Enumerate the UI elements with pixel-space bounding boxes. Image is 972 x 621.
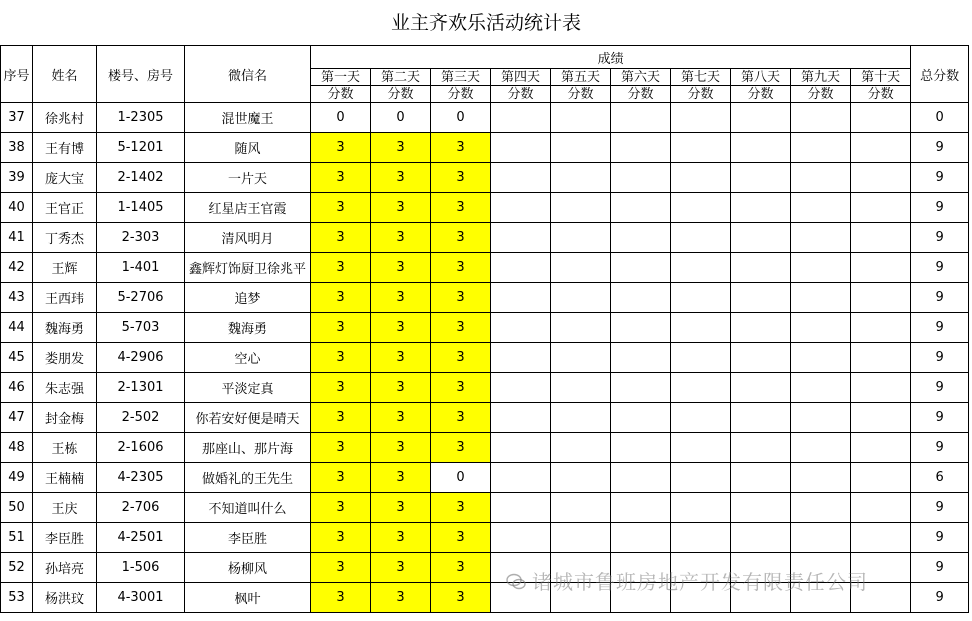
cell-day-8-score xyxy=(731,223,791,253)
cell-day-5-score xyxy=(551,403,611,433)
cell-day-3-score: 3 xyxy=(431,583,491,613)
cell-day-9-score xyxy=(791,403,851,433)
cell-wechat: 平淡定真 xyxy=(185,373,311,403)
header-seq: 序号 xyxy=(1,46,33,103)
cell-day-2-score: 3 xyxy=(371,253,431,283)
cell-day-4-score xyxy=(491,463,551,493)
table-row xyxy=(1,343,969,373)
cell-day-6-score xyxy=(611,433,671,463)
cell-day-8-score xyxy=(731,193,791,223)
cell-room: 1-506 xyxy=(97,553,185,583)
header-day-sub-3: 分数 xyxy=(431,86,491,103)
cell-day-3-score: 3 xyxy=(431,403,491,433)
cell-name: 王辉 xyxy=(33,253,97,283)
cell-day-5-score xyxy=(551,223,611,253)
cell-name: 王庆 xyxy=(33,493,97,523)
cell-day-1-score: 3 xyxy=(311,163,371,193)
cell-day-8-score xyxy=(731,523,791,553)
cell-day-10-score xyxy=(851,313,911,343)
header-day-7: 第七天 xyxy=(671,69,731,86)
cell-day-9-score xyxy=(791,133,851,163)
header-day-10: 第十天 xyxy=(851,69,911,86)
cell-total: 9 xyxy=(911,253,969,283)
cell-day-1-score: 3 xyxy=(311,553,371,583)
cell-day-1-score: 3 xyxy=(311,373,371,403)
cell-day-3-score: 3 xyxy=(431,373,491,403)
cell-name: 王楠楠 xyxy=(33,463,97,493)
header-day-8: 第八天 xyxy=(731,69,791,86)
cell-room: 2-1301 xyxy=(97,373,185,403)
cell-name: 魏海勇 xyxy=(33,313,97,343)
cell-name: 王有博 xyxy=(33,133,97,163)
cell-wechat: 红星店王官霞 xyxy=(185,193,311,223)
cell-day-10-score xyxy=(851,523,911,553)
cell-total: 0 xyxy=(911,103,969,133)
cell-total: 9 xyxy=(911,193,969,223)
cell-day-6-score xyxy=(611,103,671,133)
cell-wechat: 追梦 xyxy=(185,283,311,313)
cell-day-8-score xyxy=(731,493,791,523)
cell-wechat: 不知道叫什么 xyxy=(185,493,311,523)
cell-day-9-score xyxy=(791,223,851,253)
cell-day-1-score: 3 xyxy=(311,343,371,373)
cell-room: 2-1606 xyxy=(97,433,185,463)
cell-name: 孙培亮 xyxy=(33,553,97,583)
cell-day-10-score xyxy=(851,493,911,523)
cell-total: 9 xyxy=(911,373,969,403)
cell-room: 4-2305 xyxy=(97,463,185,493)
cell-name: 王栋 xyxy=(33,433,97,463)
cell-seq: 39 xyxy=(1,163,33,193)
cell-day-6-score xyxy=(611,463,671,493)
cell-day-4-score xyxy=(491,433,551,463)
header-day-4: 第四天 xyxy=(491,69,551,86)
cell-day-1-score: 3 xyxy=(311,403,371,433)
cell-total: 6 xyxy=(911,463,969,493)
header-day-1: 第一天 xyxy=(311,69,371,86)
cell-room: 5-1201 xyxy=(97,133,185,163)
cell-day-4-score xyxy=(491,223,551,253)
cell-room: 2-706 xyxy=(97,493,185,523)
cell-day-6-score xyxy=(611,283,671,313)
cell-day-8-score xyxy=(731,133,791,163)
cell-wechat: 你若安好便是晴天 xyxy=(185,403,311,433)
cell-room: 1-401 xyxy=(97,253,185,283)
cell-day-2-score: 3 xyxy=(371,373,431,403)
cell-day-6-score xyxy=(611,343,671,373)
cell-day-6-score xyxy=(611,493,671,523)
cell-room: 4-3001 xyxy=(97,583,185,613)
cell-total: 9 xyxy=(911,523,969,553)
table-row xyxy=(1,373,969,403)
company-watermark xyxy=(506,566,868,594)
cell-day-1-score: 0 xyxy=(311,103,371,133)
cell-day-7-score xyxy=(671,163,731,193)
cell-total: 9 xyxy=(911,133,969,163)
header-room: 楼号、房号 xyxy=(97,46,185,103)
cell-day-10-score xyxy=(851,283,911,313)
cell-room: 5-703 xyxy=(97,313,185,343)
cell-seq: 44 xyxy=(1,313,33,343)
cell-seq: 41 xyxy=(1,223,33,253)
cell-day-8-score xyxy=(731,433,791,463)
cell-day-10-score xyxy=(851,163,911,193)
cell-day-2-score: 3 xyxy=(371,463,431,493)
header-day-sub-5: 分数 xyxy=(551,86,611,103)
cell-day-5-score xyxy=(551,433,611,463)
table-row xyxy=(1,193,969,223)
cell-day-1-score: 3 xyxy=(311,463,371,493)
cell-seq: 48 xyxy=(1,433,33,463)
cell-total: 9 xyxy=(911,553,969,583)
cell-day-5-score xyxy=(551,313,611,343)
cell-day-8-score xyxy=(731,253,791,283)
cell-day-5-score xyxy=(551,343,611,373)
cell-day-9-score xyxy=(791,433,851,463)
cell-wechat: 做婚礼的王先生 xyxy=(185,463,311,493)
cell-day-7-score xyxy=(671,463,731,493)
cell-day-4-score xyxy=(491,163,551,193)
cell-day-9-score xyxy=(791,493,851,523)
header-day-6: 第六天 xyxy=(611,69,671,86)
cell-total: 9 xyxy=(911,493,969,523)
cell-day-7-score xyxy=(671,313,731,343)
cell-day-7-score xyxy=(671,343,731,373)
cell-day-10-score xyxy=(851,373,911,403)
cell-day-4-score xyxy=(491,523,551,553)
cell-day-7-score xyxy=(671,103,731,133)
cell-wechat: 枫叶 xyxy=(185,583,311,613)
cell-day-2-score: 3 xyxy=(371,553,431,583)
cell-day-4-score xyxy=(491,373,551,403)
cell-day-7-score xyxy=(671,253,731,283)
cell-day-7-score xyxy=(671,433,731,463)
cell-day-8-score xyxy=(731,163,791,193)
cell-day-5-score xyxy=(551,283,611,313)
cell-day-7-score xyxy=(671,283,731,313)
cell-day-2-score: 3 xyxy=(371,163,431,193)
cell-day-2-score: 3 xyxy=(371,493,431,523)
cell-seq: 38 xyxy=(1,133,33,163)
cell-day-9-score xyxy=(791,343,851,373)
table-row xyxy=(1,523,969,553)
cell-total: 9 xyxy=(911,163,969,193)
cell-seq: 37 xyxy=(1,103,33,133)
cell-name: 王西玮 xyxy=(33,283,97,313)
cell-day-9-score xyxy=(791,313,851,343)
cell-day-8-score xyxy=(731,403,791,433)
header-day-sub-9: 分数 xyxy=(791,86,851,103)
cell-seq: 50 xyxy=(1,493,33,523)
cell-day-3-score: 3 xyxy=(431,553,491,583)
cell-seq: 53 xyxy=(1,583,33,613)
cell-day-3-score: 3 xyxy=(431,223,491,253)
header-day-sub-1: 分数 xyxy=(311,86,371,103)
cell-seq: 47 xyxy=(1,403,33,433)
cell-wechat: 一片天 xyxy=(185,163,311,193)
cell-day-6-score xyxy=(611,373,671,403)
cell-day-2-score: 3 xyxy=(371,283,431,313)
cell-day-5-score xyxy=(551,133,611,163)
cell-day-8-score xyxy=(731,313,791,343)
cell-total: 9 xyxy=(911,403,969,433)
cell-day-9-score xyxy=(791,103,851,133)
cell-day-9-score xyxy=(791,283,851,313)
cell-room: 2-1402 xyxy=(97,163,185,193)
cell-day-2-score: 3 xyxy=(371,193,431,223)
table-row xyxy=(1,313,969,343)
wechat-icon xyxy=(506,573,526,591)
cell-day-10-score xyxy=(851,133,911,163)
cell-day-3-score: 0 xyxy=(431,463,491,493)
cell-day-3-score: 3 xyxy=(431,493,491,523)
header-total: 总分数 xyxy=(911,46,969,103)
cell-name: 封金梅 xyxy=(33,403,97,433)
cell-room: 1-1405 xyxy=(97,193,185,223)
cell-day-9-score xyxy=(791,523,851,553)
cell-day-1-score: 3 xyxy=(311,133,371,163)
cell-day-9-score xyxy=(791,193,851,223)
cell-day-6-score xyxy=(611,193,671,223)
cell-total: 9 xyxy=(911,313,969,343)
cell-day-7-score xyxy=(671,133,731,163)
cell-day-1-score: 3 xyxy=(311,253,371,283)
header-row-1 xyxy=(1,46,969,69)
table-row xyxy=(1,433,969,463)
cell-day-3-score: 3 xyxy=(431,523,491,553)
cell-day-8-score xyxy=(731,373,791,403)
cell-day-1-score: 3 xyxy=(311,583,371,613)
cell-day-3-score: 0 xyxy=(431,103,491,133)
cell-room: 1-2305 xyxy=(97,103,185,133)
cell-room: 5-2706 xyxy=(97,283,185,313)
header-day-sub-6: 分数 xyxy=(611,86,671,103)
cell-day-10-score xyxy=(851,433,911,463)
cell-total: 9 xyxy=(911,283,969,313)
cell-day-6-score xyxy=(611,223,671,253)
cell-day-3-score: 3 xyxy=(431,283,491,313)
cell-seq: 51 xyxy=(1,523,33,553)
cell-day-9-score xyxy=(791,253,851,283)
cell-day-2-score: 3 xyxy=(371,343,431,373)
statistics-table xyxy=(0,45,969,613)
cell-day-1-score: 3 xyxy=(311,223,371,253)
cell-day-7-score xyxy=(671,223,731,253)
cell-day-2-score: 3 xyxy=(371,403,431,433)
cell-wechat: 李臣胜 xyxy=(185,523,311,553)
cell-total: 9 xyxy=(911,433,969,463)
cell-wechat: 随风 xyxy=(185,133,311,163)
header-day-5: 第五天 xyxy=(551,69,611,86)
cell-seq: 52 xyxy=(1,553,33,583)
cell-day-5-score xyxy=(551,253,611,283)
cell-day-4-score xyxy=(491,193,551,223)
cell-day-3-score: 3 xyxy=(431,133,491,163)
cell-room: 4-2501 xyxy=(97,523,185,553)
cell-day-4-score xyxy=(491,493,551,523)
cell-day-2-score: 3 xyxy=(371,223,431,253)
cell-seq: 45 xyxy=(1,343,33,373)
cell-day-9-score xyxy=(791,163,851,193)
cell-name: 徐兆村 xyxy=(33,103,97,133)
cell-name: 庞大宝 xyxy=(33,163,97,193)
cell-day-2-score: 3 xyxy=(371,433,431,463)
cell-day-5-score xyxy=(551,373,611,403)
cell-day-6-score xyxy=(611,163,671,193)
page-title: 业主齐欢乐活动统计表 xyxy=(390,12,581,34)
cell-day-6-score xyxy=(611,403,671,433)
cell-day-3-score: 3 xyxy=(431,313,491,343)
cell-day-2-score: 3 xyxy=(371,583,431,613)
header-day-sub-2: 分数 xyxy=(371,86,431,103)
cell-day-10-score xyxy=(851,253,911,283)
cell-day-1-score: 3 xyxy=(311,193,371,223)
cell-day-10-score xyxy=(851,343,911,373)
table-row xyxy=(1,283,969,313)
cell-day-4-score xyxy=(491,403,551,433)
header-day-3: 第三天 xyxy=(431,69,491,86)
cell-total: 9 xyxy=(911,223,969,253)
cell-day-3-score: 3 xyxy=(431,343,491,373)
cell-room: 2-502 xyxy=(97,403,185,433)
cell-room: 2-303 xyxy=(97,223,185,253)
cell-seq: 43 xyxy=(1,283,33,313)
cell-day-4-score xyxy=(491,283,551,313)
table-row xyxy=(1,133,969,163)
cell-day-4-score xyxy=(491,313,551,343)
cell-wechat: 杨柳风 xyxy=(185,553,311,583)
cell-day-5-score xyxy=(551,463,611,493)
header-day-2: 第二天 xyxy=(371,69,431,86)
table-row xyxy=(1,403,969,433)
cell-total: 9 xyxy=(911,343,969,373)
cell-day-1-score: 3 xyxy=(311,523,371,553)
table-row xyxy=(1,163,969,193)
cell-day-3-score: 3 xyxy=(431,163,491,193)
cell-day-7-score xyxy=(671,373,731,403)
header-wechat: 微信名 xyxy=(185,46,311,103)
cell-day-4-score xyxy=(491,253,551,283)
cell-day-4-score xyxy=(491,103,551,133)
cell-wechat: 清风明月 xyxy=(185,223,311,253)
cell-day-7-score xyxy=(671,403,731,433)
header-day-sub-8: 分数 xyxy=(731,86,791,103)
cell-day-5-score xyxy=(551,103,611,133)
cell-day-10-score xyxy=(851,463,911,493)
cell-day-8-score xyxy=(731,283,791,313)
cell-day-1-score: 3 xyxy=(311,283,371,313)
cell-seq: 40 xyxy=(1,193,33,223)
header-day-sub-7: 分数 xyxy=(671,86,731,103)
cell-day-9-score xyxy=(791,463,851,493)
cell-day-2-score: 3 xyxy=(371,313,431,343)
cell-day-10-score xyxy=(851,103,911,133)
cell-day-1-score: 3 xyxy=(311,313,371,343)
cell-day-2-score: 0 xyxy=(371,103,431,133)
cell-day-10-score xyxy=(851,223,911,253)
cell-day-7-score xyxy=(671,493,731,523)
table-row xyxy=(1,493,969,523)
header-score: 成绩 xyxy=(311,46,911,69)
cell-wechat: 鑫辉灯饰厨卫徐兆平 xyxy=(185,253,311,283)
cell-wechat: 那座山、那片海 xyxy=(185,433,311,463)
cell-day-2-score: 3 xyxy=(371,133,431,163)
cell-room: 4-2906 xyxy=(97,343,185,373)
cell-day-6-score xyxy=(611,253,671,283)
cell-day-10-score xyxy=(851,193,911,223)
header-day-9: 第九天 xyxy=(791,69,851,86)
table-row xyxy=(1,103,969,133)
cell-day-6-score xyxy=(611,313,671,343)
cell-seq: 49 xyxy=(1,463,33,493)
cell-day-4-score xyxy=(491,133,551,163)
cell-day-9-score xyxy=(791,373,851,403)
cell-day-1-score: 3 xyxy=(311,493,371,523)
table-row xyxy=(1,253,969,283)
cell-day-2-score: 3 xyxy=(371,523,431,553)
cell-day-7-score xyxy=(671,193,731,223)
cell-day-5-score xyxy=(551,163,611,193)
cell-seq: 42 xyxy=(1,253,33,283)
cell-day-6-score xyxy=(611,523,671,553)
cell-day-7-score xyxy=(671,523,731,553)
table-row xyxy=(1,463,969,493)
table-row xyxy=(1,223,969,253)
cell-name: 娄朋发 xyxy=(33,343,97,373)
header-name: 姓名 xyxy=(33,46,97,103)
cell-day-6-score xyxy=(611,133,671,163)
header-day-sub-10: 分数 xyxy=(851,86,911,103)
cell-day-3-score: 3 xyxy=(431,193,491,223)
cell-name: 丁秀杰 xyxy=(33,223,97,253)
cell-day-3-score: 3 xyxy=(431,253,491,283)
cell-day-5-score xyxy=(551,493,611,523)
cell-total: 9 xyxy=(911,583,969,613)
cell-wechat: 混世魔王 xyxy=(185,103,311,133)
cell-name: 朱志强 xyxy=(33,373,97,403)
watermark-text: 诸城市鲁班房地产开发有限责任公司 xyxy=(532,570,868,594)
cell-seq: 46 xyxy=(1,373,33,403)
cell-wechat: 空心 xyxy=(185,343,311,373)
cell-day-3-score: 3 xyxy=(431,433,491,463)
cell-day-4-score xyxy=(491,343,551,373)
cell-day-8-score xyxy=(731,343,791,373)
cell-day-5-score xyxy=(551,523,611,553)
cell-name: 杨洪玟 xyxy=(33,583,97,613)
cell-name: 王官正 xyxy=(33,193,97,223)
cell-day-8-score xyxy=(731,463,791,493)
cell-day-10-score xyxy=(851,403,911,433)
header-day-sub-4: 分数 xyxy=(491,86,551,103)
cell-day-1-score: 3 xyxy=(311,433,371,463)
cell-day-8-score xyxy=(731,103,791,133)
cell-name: 李臣胜 xyxy=(33,523,97,553)
cell-wechat: 魏海勇 xyxy=(185,313,311,343)
cell-day-5-score xyxy=(551,193,611,223)
